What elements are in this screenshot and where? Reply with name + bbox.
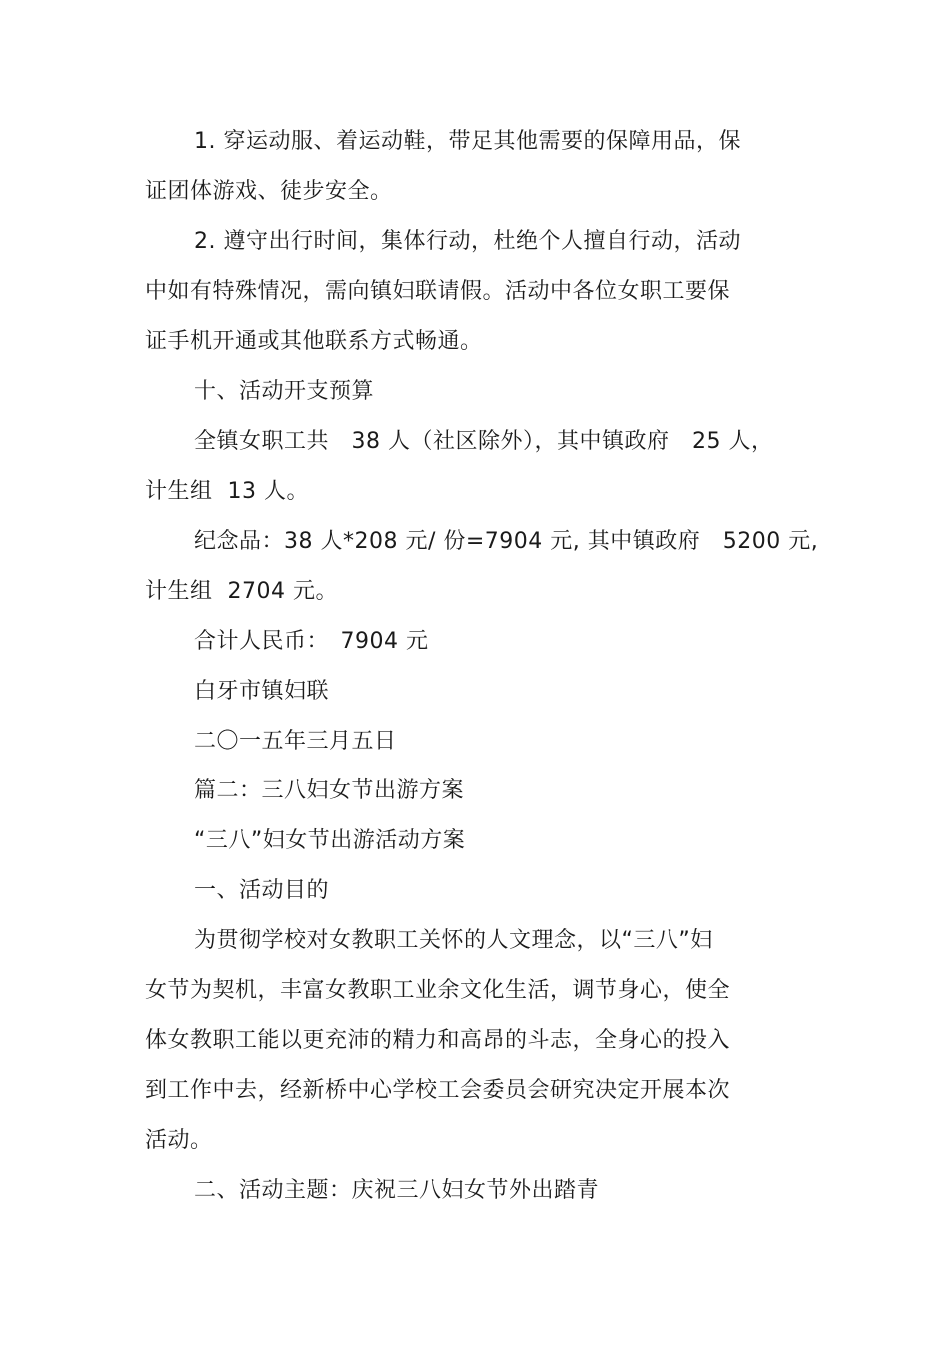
text-line: 为贯彻学校对女教职工关怀的人文理念，以“三八”妇	[194, 928, 713, 953]
text-line: 体女教职工能以更充沛的精力和高昂的斗志，全身心的投入	[145, 1028, 731, 1053]
text-line: 2. 遵守出行时间，集体行动，杜绝个人擅自行动，活动	[194, 229, 741, 254]
text-line: 计生组 13 人。	[145, 479, 309, 504]
signature-date: 二〇一五年三月五日	[194, 729, 397, 754]
section-heading: 二、活动主题：庆祝三八妇女节外出踏青	[194, 1178, 600, 1203]
text-line: 合计人民币： 7904 元	[194, 629, 429, 654]
text-line: 活动。	[145, 1128, 213, 1153]
document-title: “三八”妇女节出游活动方案	[194, 828, 466, 853]
section-heading: 篇二：三八妇女节出游方案	[194, 778, 465, 803]
text-line: 证团体游戏、徒步安全。	[145, 179, 393, 204]
text-line: 全镇女职工共 38 人（社区除外），其中镇政府 25 人，	[194, 429, 774, 454]
text-line: 证手机开通或其他联系方式畅通。	[145, 329, 483, 354]
text-line: 1. 穿运动服、着运动鞋，带足其他需要的保障用品，保	[194, 129, 741, 154]
signature-org: 白牙市镇妇联	[194, 679, 330, 704]
section-heading: 十、活动开支预算	[194, 379, 375, 404]
text-line: 到工作中去，经新桥中心学校工会委员会研究决定开展本次	[145, 1078, 731, 1103]
text-line: 中如有特殊情况，需向镇妇联请假。活动中各位女职工要保	[145, 279, 731, 304]
text-line: 女节为契机，丰富女教职工业余文化生活，调节身心，使全	[145, 978, 731, 1003]
text-line: 计生组 2704 元。	[145, 579, 338, 604]
text-line: 纪念品：38 人*208 元/ 份=7904 元, 其中镇政府 5200 元,	[194, 529, 819, 554]
section-heading: 一、活动目的	[194, 878, 330, 903]
